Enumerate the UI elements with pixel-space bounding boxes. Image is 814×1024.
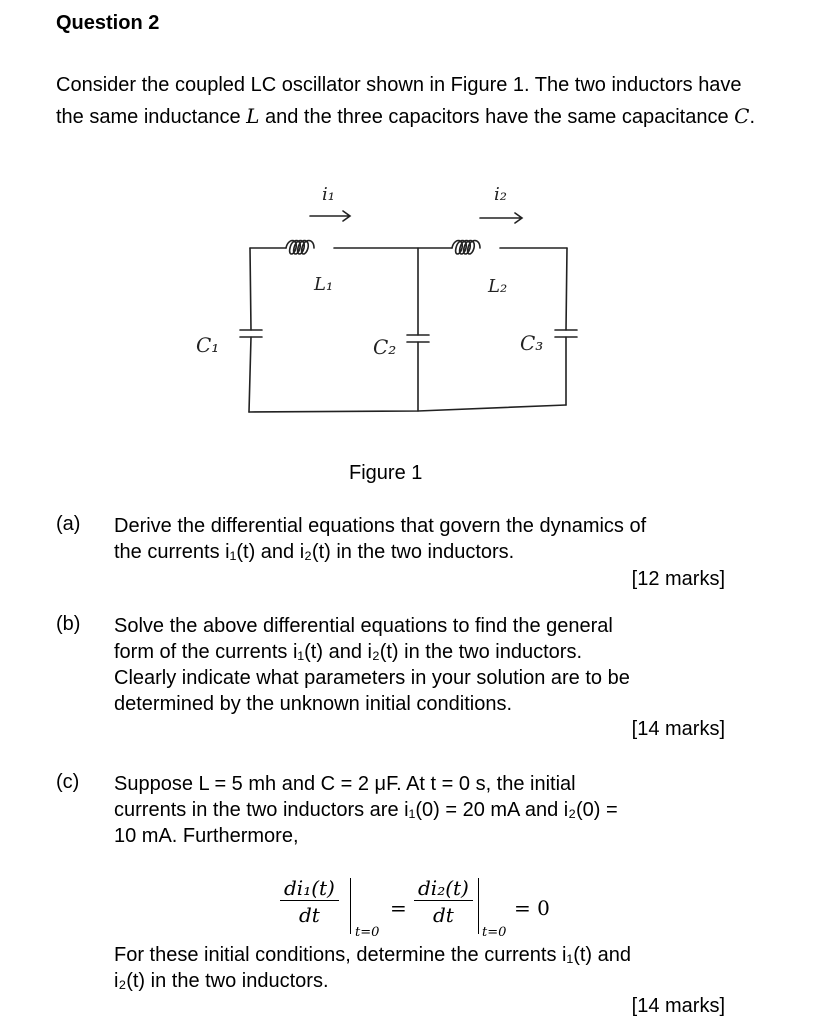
label-i2: i₂	[494, 184, 507, 205]
part-c-line-3: 10 mA. Furthermore,	[114, 825, 299, 847]
intro-symbol-C: C	[734, 104, 750, 128]
part-c-after-line-1: For these initial conditions, determine the currents i₁(t) and	[114, 944, 631, 966]
figure-caption: Figure 1	[349, 462, 423, 484]
part-a-label: (a)	[56, 513, 81, 535]
eq-equals-1: =	[390, 896, 407, 920]
eq-eval-sub-2: t=0	[482, 925, 507, 940]
part-c-marks: [14 marks]	[631, 995, 725, 1017]
intro-text-3: .	[749, 106, 756, 128]
part-b-line-3: Clearly indicate what parameters in your solution are to be	[114, 667, 630, 689]
eq-num-1: di₁(t)	[284, 876, 335, 900]
part-b-line-4: determined by the unknown initial conditions.	[114, 693, 513, 715]
label-i1: i₁	[322, 184, 335, 205]
eval-bar-1	[350, 878, 351, 934]
label-C3: C₃	[520, 331, 544, 355]
eq-eval-sub-1: t=0	[355, 925, 380, 940]
wire-bottom	[249, 405, 566, 412]
eq-den-1: dt	[280, 900, 339, 927]
label-C1: C₁	[196, 333, 220, 357]
part-a-text	[114, 513, 646, 565]
wire-left-lower	[249, 337, 251, 412]
part-b-marks: [14 marks]	[631, 718, 725, 740]
inductor-L2	[452, 241, 480, 255]
intro-text-1: Consider the coupled LC oscillator shown in Figure 1. The two inductors have the same inductance	[56, 74, 742, 128]
part-a-line-1: Derive the differential equations that govern the dynamics of	[114, 515, 647, 537]
fraction-di2-dt	[414, 876, 473, 927]
circuit-diagram	[0, 0, 814, 460]
label-C2: C₂	[373, 335, 397, 359]
arrow-i2-icon	[480, 213, 522, 223]
part-b-text	[114, 613, 630, 717]
part-c-line-2: currents in the two inductors are i₁(0) = 20 mA and i₂(0) =	[114, 799, 618, 821]
part-a-marks: [12 marks]	[631, 568, 725, 590]
fraction-di1-dt	[280, 876, 339, 927]
part-a-line-2: the currents i₁(t) and i₂(t) in the two inductors.	[114, 541, 515, 563]
eq-equals-zero: = 0	[514, 896, 550, 920]
part-c-after-text	[114, 942, 631, 994]
eval-bar-2	[478, 878, 479, 934]
label-L1: L₁	[314, 274, 334, 295]
part-b-line-1: Solve the above differential equations to find the general	[114, 615, 613, 637]
part-c-after-line-2: i₂(t) in the two inductors.	[114, 970, 329, 992]
eq-num-2: di₂(t)	[418, 876, 469, 900]
part-b-label: (b)	[56, 613, 81, 635]
wire-right-upper	[566, 248, 567, 330]
arrow-i1-icon	[310, 211, 350, 221]
intro-text-2: and the three capacitors have the same capacitance	[259, 106, 735, 128]
part-c-label: (c)	[56, 771, 80, 793]
part-c-text	[114, 771, 618, 849]
inductor-L1	[286, 241, 314, 255]
part-b-line-2: form of the currents i₁(t) and i₂(t) in the two inductors.	[114, 641, 583, 663]
question-title: Question 2	[56, 12, 160, 34]
intro-symbol-L: L	[246, 104, 260, 128]
wire-left-upper	[250, 248, 251, 330]
part-c-line-1: Suppose L = 5 mh and C = 2 μF. At t = 0 s, the initial	[114, 773, 576, 795]
label-L2: L₂	[488, 276, 508, 297]
eq-den-2: dt	[414, 900, 473, 927]
